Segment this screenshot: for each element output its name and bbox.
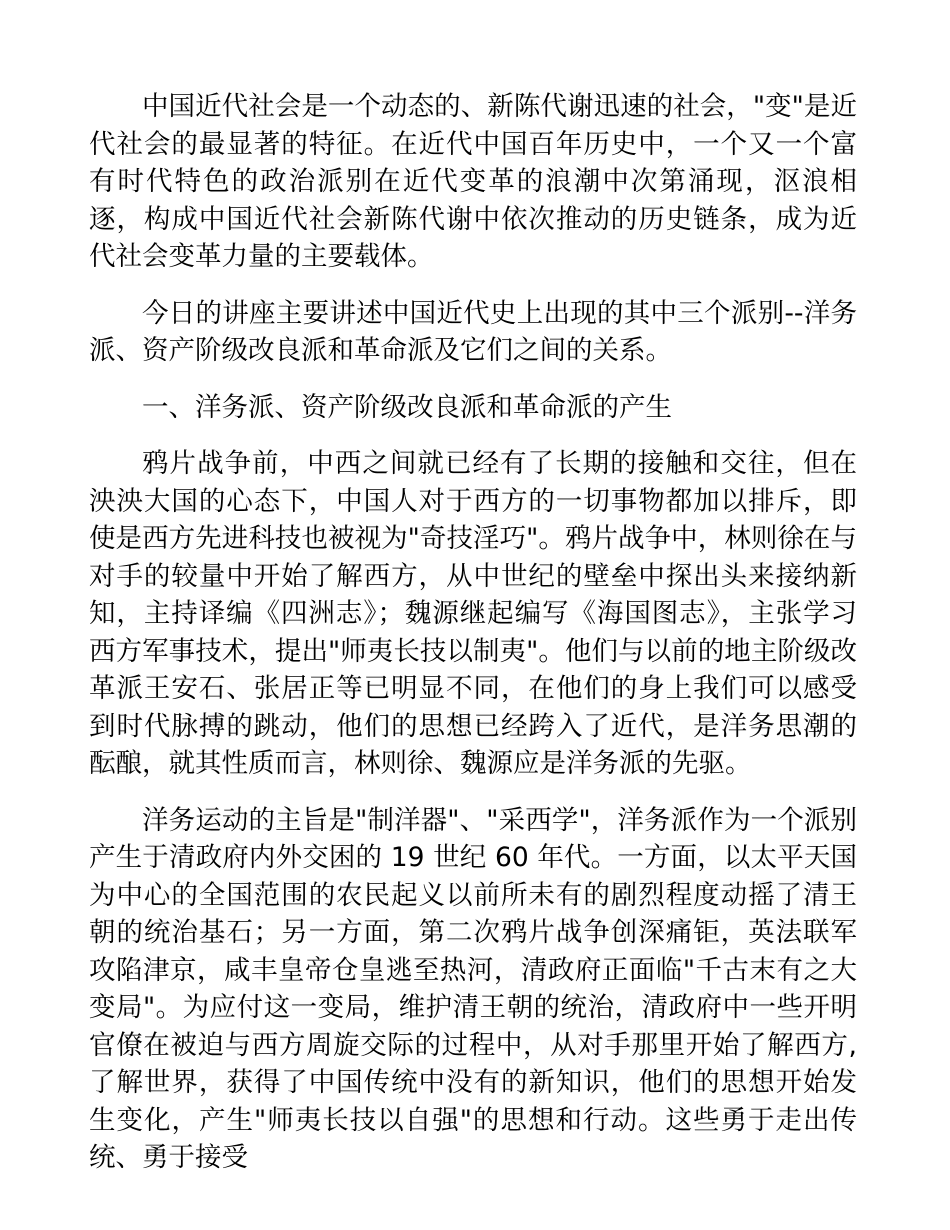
intro-paragraph: 中国近代社会是一个动态的、新陈代谢迅速的社会，"变"是近代社会的最显著的特征。在近代中国百年历史中，一个又一个富有时代特色的政治派别在近代变革的浪潮中次第涌现，沤浪相逐，构成中国近代社会新陈代谢中依次推动的历史链条，成为近代社会变革力量的主要载体。 [89,91,857,272]
self-strengthening-paragraph: 洋务运动的主旨是"制洋器"、"采西学"，洋务派作为一个派别产生于清政府内外交困的 19 世纪 60 年代。一方面，以太平天国为中心的全国范围的农民起义以前所未有的剧烈程度动摇了清王朝的统治基石；另一方面，第二次鸦片战争创深痛钜，英法联军攻陷津京，咸丰皇帝仓皇逃至热河，清政府正面临"千古末有之大变局"。为应付这一变局，维护清王朝的统治，清政府中一些开明官僚在被迫与西方周旋交际的过程中，从对手那里开始了解西方,了解世界，获得了中国传统中没有的新知识，他们的思想开始发生变化，产生"师夷长技以自强"的思想和行动。这些勇于走出传统、勇于接受 [89,804,857,1173]
lecture-overview-paragraph: 今日的讲座主要讲述中国近代史上出现的其中三个派别--洋务派、资产阶级改良派和革命派及它们之间的关系。 [89,297,857,366]
section-heading: 一、洋务派、资产阶级改良派和革命派的产生 [142,391,672,423]
opium-war-paragraph: 鸦片战争前，中西之间就已经有了长期的接触和交往，但在泱泱大国的心态下，中国人对于西方的一切事物都加以排斥，即使是西方先进科技也被视为"奇技淫巧"。鸦片战争中，林则徐在与对手的较量中开始了解西方，从中世纪的壁垒中探出头来接纳新知，主持译编《四洲志》；魏源继起编写《海国图志》，主张学习西方军事技术，提出"师夷长技以制夷"。他们与以前的地主阶级改革派王安石、张居正等已明显不同，在他们的身上我们可以感受到时代脉搏的跳动，他们的思想已经跨入了近代，是洋务思潮的酝酿，就其性质而言，林则徐、魏源应是洋务派的先驱。 [89,448,857,779]
document-page [89,88,857,1196]
